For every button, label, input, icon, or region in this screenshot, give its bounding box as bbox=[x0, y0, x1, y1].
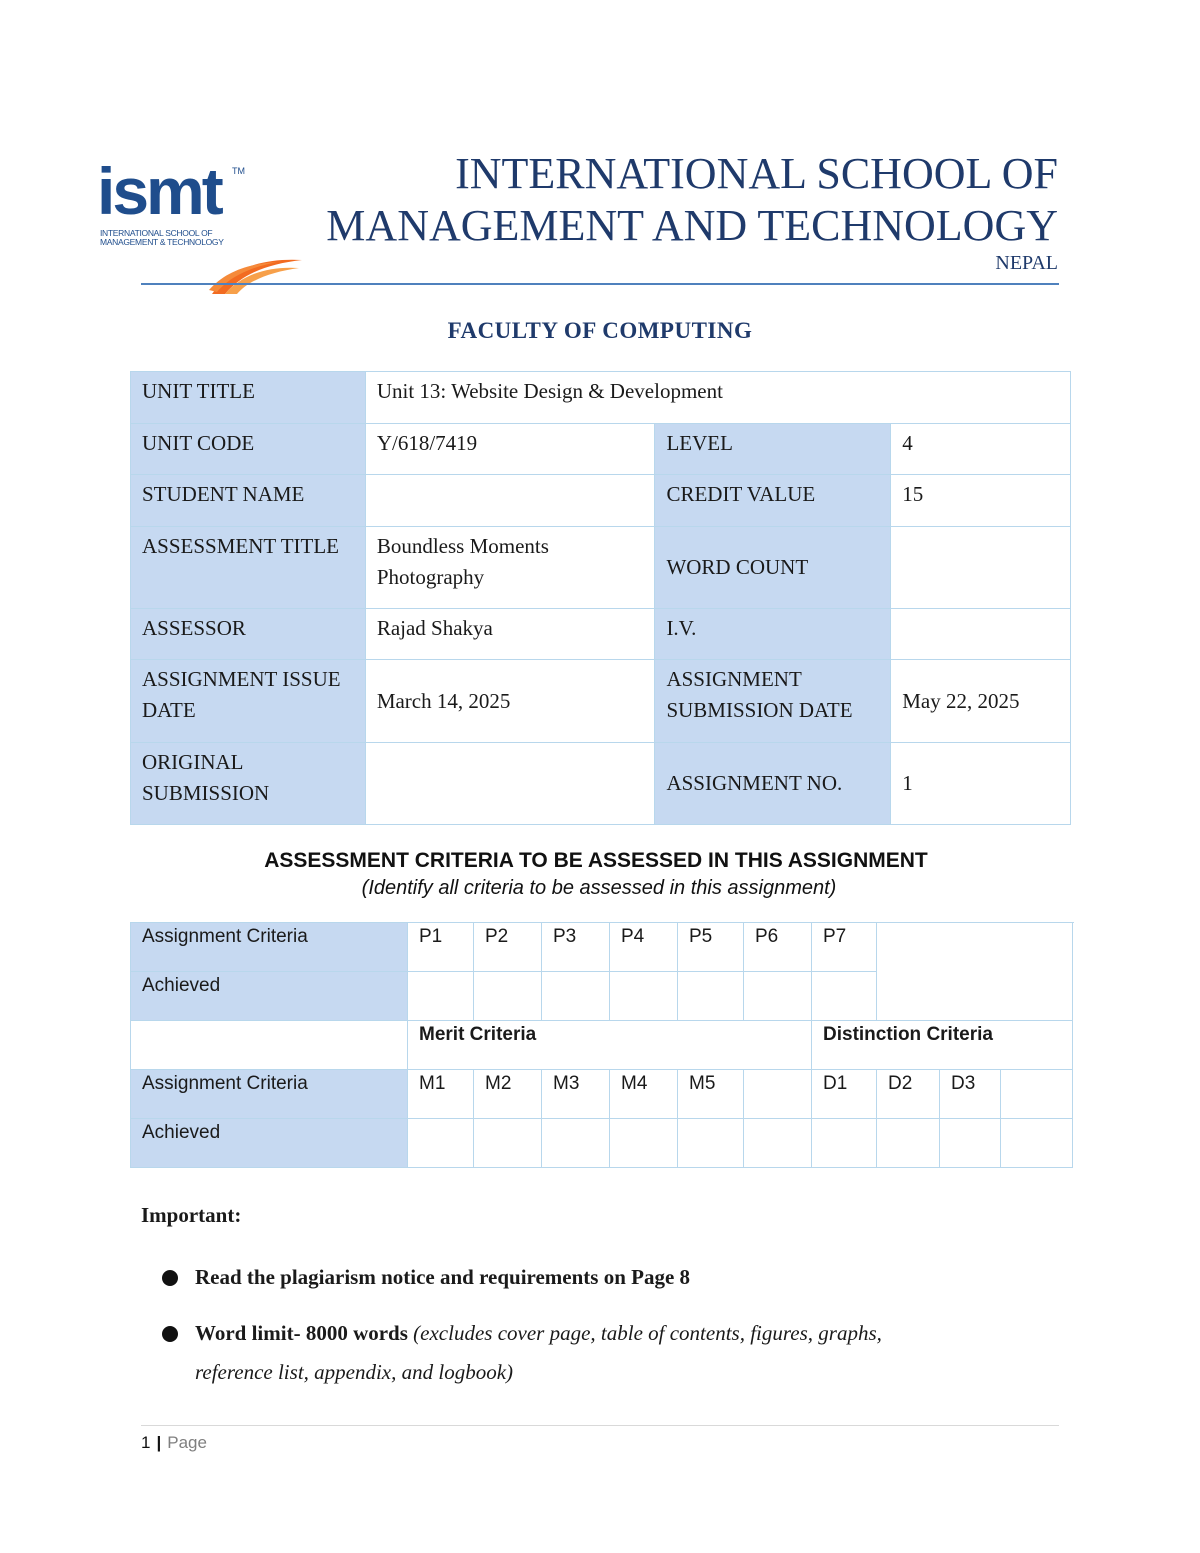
achieved-label: Achieved bbox=[131, 1119, 408, 1168]
page-label: Page bbox=[167, 1433, 207, 1452]
logo-trademark: TM bbox=[232, 166, 245, 176]
pass-criterion: P2 bbox=[474, 923, 542, 972]
achieved-cell bbox=[474, 1119, 542, 1168]
achieved-cell bbox=[877, 1119, 940, 1168]
page-number: 1 bbox=[141, 1433, 151, 1452]
assessor-value: Rajad Shakya bbox=[365, 609, 655, 660]
issue-date-value: March 14, 2025 bbox=[365, 660, 655, 743]
footer-separator: | bbox=[156, 1433, 162, 1452]
achieved-cell bbox=[812, 1119, 877, 1168]
achieved-cell bbox=[474, 972, 542, 1021]
achieved-cell bbox=[678, 1119, 744, 1168]
pass-criterion: P5 bbox=[678, 923, 744, 972]
table-row bbox=[131, 527, 1071, 609]
assignment-criteria-label: Assignment Criteria bbox=[131, 923, 408, 972]
important-heading: Important: bbox=[141, 1203, 242, 1227]
assignment-no-value: 1 bbox=[891, 743, 1071, 825]
word-limit-exclusions-cont: reference list, appendix, and logbook) bbox=[195, 1360, 514, 1384]
achieved-cell bbox=[744, 972, 812, 1021]
achieved-cell bbox=[744, 1119, 812, 1168]
student-name-label: STUDENT NAME bbox=[131, 475, 366, 527]
logo-wordmark: ismt bbox=[97, 154, 221, 228]
header-divider bbox=[141, 283, 1059, 285]
achieved-cell bbox=[610, 972, 678, 1021]
merit-criterion: M2 bbox=[474, 1070, 542, 1119]
criteria-title: ASSESSMENT CRITERIA TO BE ASSESSED IN THIS ASSIGNMENT bbox=[264, 849, 928, 872]
submission-date-value: May 22, 2025 bbox=[891, 660, 1071, 743]
pass-criterion: P4 bbox=[610, 923, 678, 972]
logo-subtitle-line-1: INTERNATIONAL SCHOOL OF bbox=[100, 228, 213, 238]
word-limit-note bbox=[195, 1314, 995, 1392]
distinction-criterion: D1 bbox=[812, 1070, 877, 1119]
iv-value bbox=[891, 609, 1071, 660]
country-label: NEPAL bbox=[995, 252, 1058, 274]
word-count-label: WORD COUNT bbox=[655, 527, 891, 609]
credit-value-value: 15 bbox=[891, 475, 1071, 527]
empty-cell bbox=[131, 1021, 408, 1070]
pass-criterion: P6 bbox=[744, 923, 812, 972]
assessment-title-value: Boundless Moments Photography bbox=[365, 527, 655, 609]
merit-criterion: M5 bbox=[678, 1070, 744, 1119]
distinction-criteria-header: Distinction Criteria bbox=[812, 1021, 1073, 1070]
table-row bbox=[131, 609, 1071, 660]
plagiarism-note-text: Read the plagiarism notice and requirements on Page 8 bbox=[195, 1265, 691, 1289]
assignment-criteria-label: Assignment Criteria bbox=[131, 1070, 408, 1119]
empty-cell bbox=[877, 923, 1073, 1021]
distinction-criterion: D2 bbox=[877, 1070, 940, 1119]
achieved-cell bbox=[542, 972, 610, 1021]
achieved-cell bbox=[812, 972, 877, 1021]
word-count-value bbox=[891, 527, 1071, 609]
level-label: LEVEL bbox=[655, 424, 891, 475]
unit-info-table bbox=[130, 371, 1071, 825]
unit-title-value: Unit 13: Website Design & Development bbox=[365, 372, 1070, 424]
achieved-cell bbox=[678, 972, 744, 1021]
word-limit-exclusions: (excludes cover page, table of contents, figures, graphs, bbox=[413, 1321, 882, 1345]
logo-subtitle-line-2: MANAGEMENT & TECHNOLOGY bbox=[100, 237, 224, 247]
issue-date-label: ASSIGNMENT ISSUE DATE bbox=[131, 660, 366, 743]
pass-criterion: P1 bbox=[408, 923, 474, 972]
merit-criterion: M1 bbox=[408, 1070, 474, 1119]
bullet-icon bbox=[162, 1270, 178, 1286]
unit-code-label: UNIT CODE bbox=[131, 424, 366, 475]
empty-cell bbox=[744, 1070, 812, 1119]
achieved-cell bbox=[408, 1119, 474, 1168]
achieved-label: Achieved bbox=[131, 972, 408, 1021]
table-row bbox=[131, 1119, 1073, 1168]
table-row bbox=[131, 372, 1071, 424]
table-row bbox=[131, 923, 1073, 972]
criteria-subtitle: (Identify all criteria to be assessed in this assignment) bbox=[361, 877, 837, 899]
logo-subtitle bbox=[100, 229, 224, 247]
page-footer bbox=[141, 1433, 207, 1453]
plagiarism-note bbox=[195, 1258, 995, 1297]
pass-criterion: P3 bbox=[542, 923, 610, 972]
table-row bbox=[131, 743, 1071, 825]
iv-label: I.V. bbox=[655, 609, 891, 660]
merit-criterion: M3 bbox=[542, 1070, 610, 1119]
distinction-criterion: D3 bbox=[940, 1070, 1001, 1119]
pass-criterion: P7 bbox=[812, 923, 877, 972]
school-name-line-2: MANAGEMENT AND TECHNOLOGY bbox=[326, 201, 1058, 250]
logo-swoosh-icon bbox=[207, 256, 307, 296]
achieved-cell bbox=[542, 1119, 610, 1168]
table-row bbox=[131, 475, 1071, 527]
empty-cell bbox=[1001, 1070, 1073, 1119]
unit-title-label: UNIT TITLE bbox=[131, 372, 366, 424]
assignment-no-label: ASSIGNMENT NO. bbox=[655, 743, 891, 825]
achieved-cell bbox=[610, 1119, 678, 1168]
footer-divider bbox=[141, 1425, 1059, 1426]
merit-criteria-header: Merit Criteria bbox=[408, 1021, 812, 1070]
original-submission-value bbox=[365, 743, 655, 825]
original-submission-label: ORIGINAL SUBMISSION bbox=[131, 743, 366, 825]
table-row bbox=[131, 424, 1071, 475]
achieved-cell bbox=[408, 972, 474, 1021]
bullet-icon bbox=[162, 1326, 178, 1342]
word-limit-text: Word limit- 8000 words bbox=[195, 1321, 408, 1345]
criteria-table bbox=[130, 922, 1073, 1168]
assessment-title-label: ASSESSMENT TITLE bbox=[131, 527, 366, 609]
student-name-value bbox=[365, 475, 655, 527]
table-row bbox=[131, 660, 1071, 743]
school-name bbox=[326, 148, 1058, 252]
table-row bbox=[131, 1070, 1073, 1119]
faculty-title: FACULTY OF COMPUTING bbox=[447, 318, 753, 343]
submission-date-label: ASSIGNMENT SUBMISSION DATE bbox=[655, 660, 891, 743]
credit-value-label: CREDIT VALUE bbox=[655, 475, 891, 527]
assessor-label: ASSESSOR bbox=[131, 609, 366, 660]
unit-code-value: Y/618/7419 bbox=[365, 424, 655, 475]
merit-criterion: M4 bbox=[610, 1070, 678, 1119]
achieved-cell bbox=[1001, 1119, 1073, 1168]
school-name-line-1: INTERNATIONAL SCHOOL OF bbox=[455, 149, 1058, 198]
table-row bbox=[131, 1021, 1073, 1070]
level-value: 4 bbox=[891, 424, 1071, 475]
achieved-cell bbox=[940, 1119, 1001, 1168]
